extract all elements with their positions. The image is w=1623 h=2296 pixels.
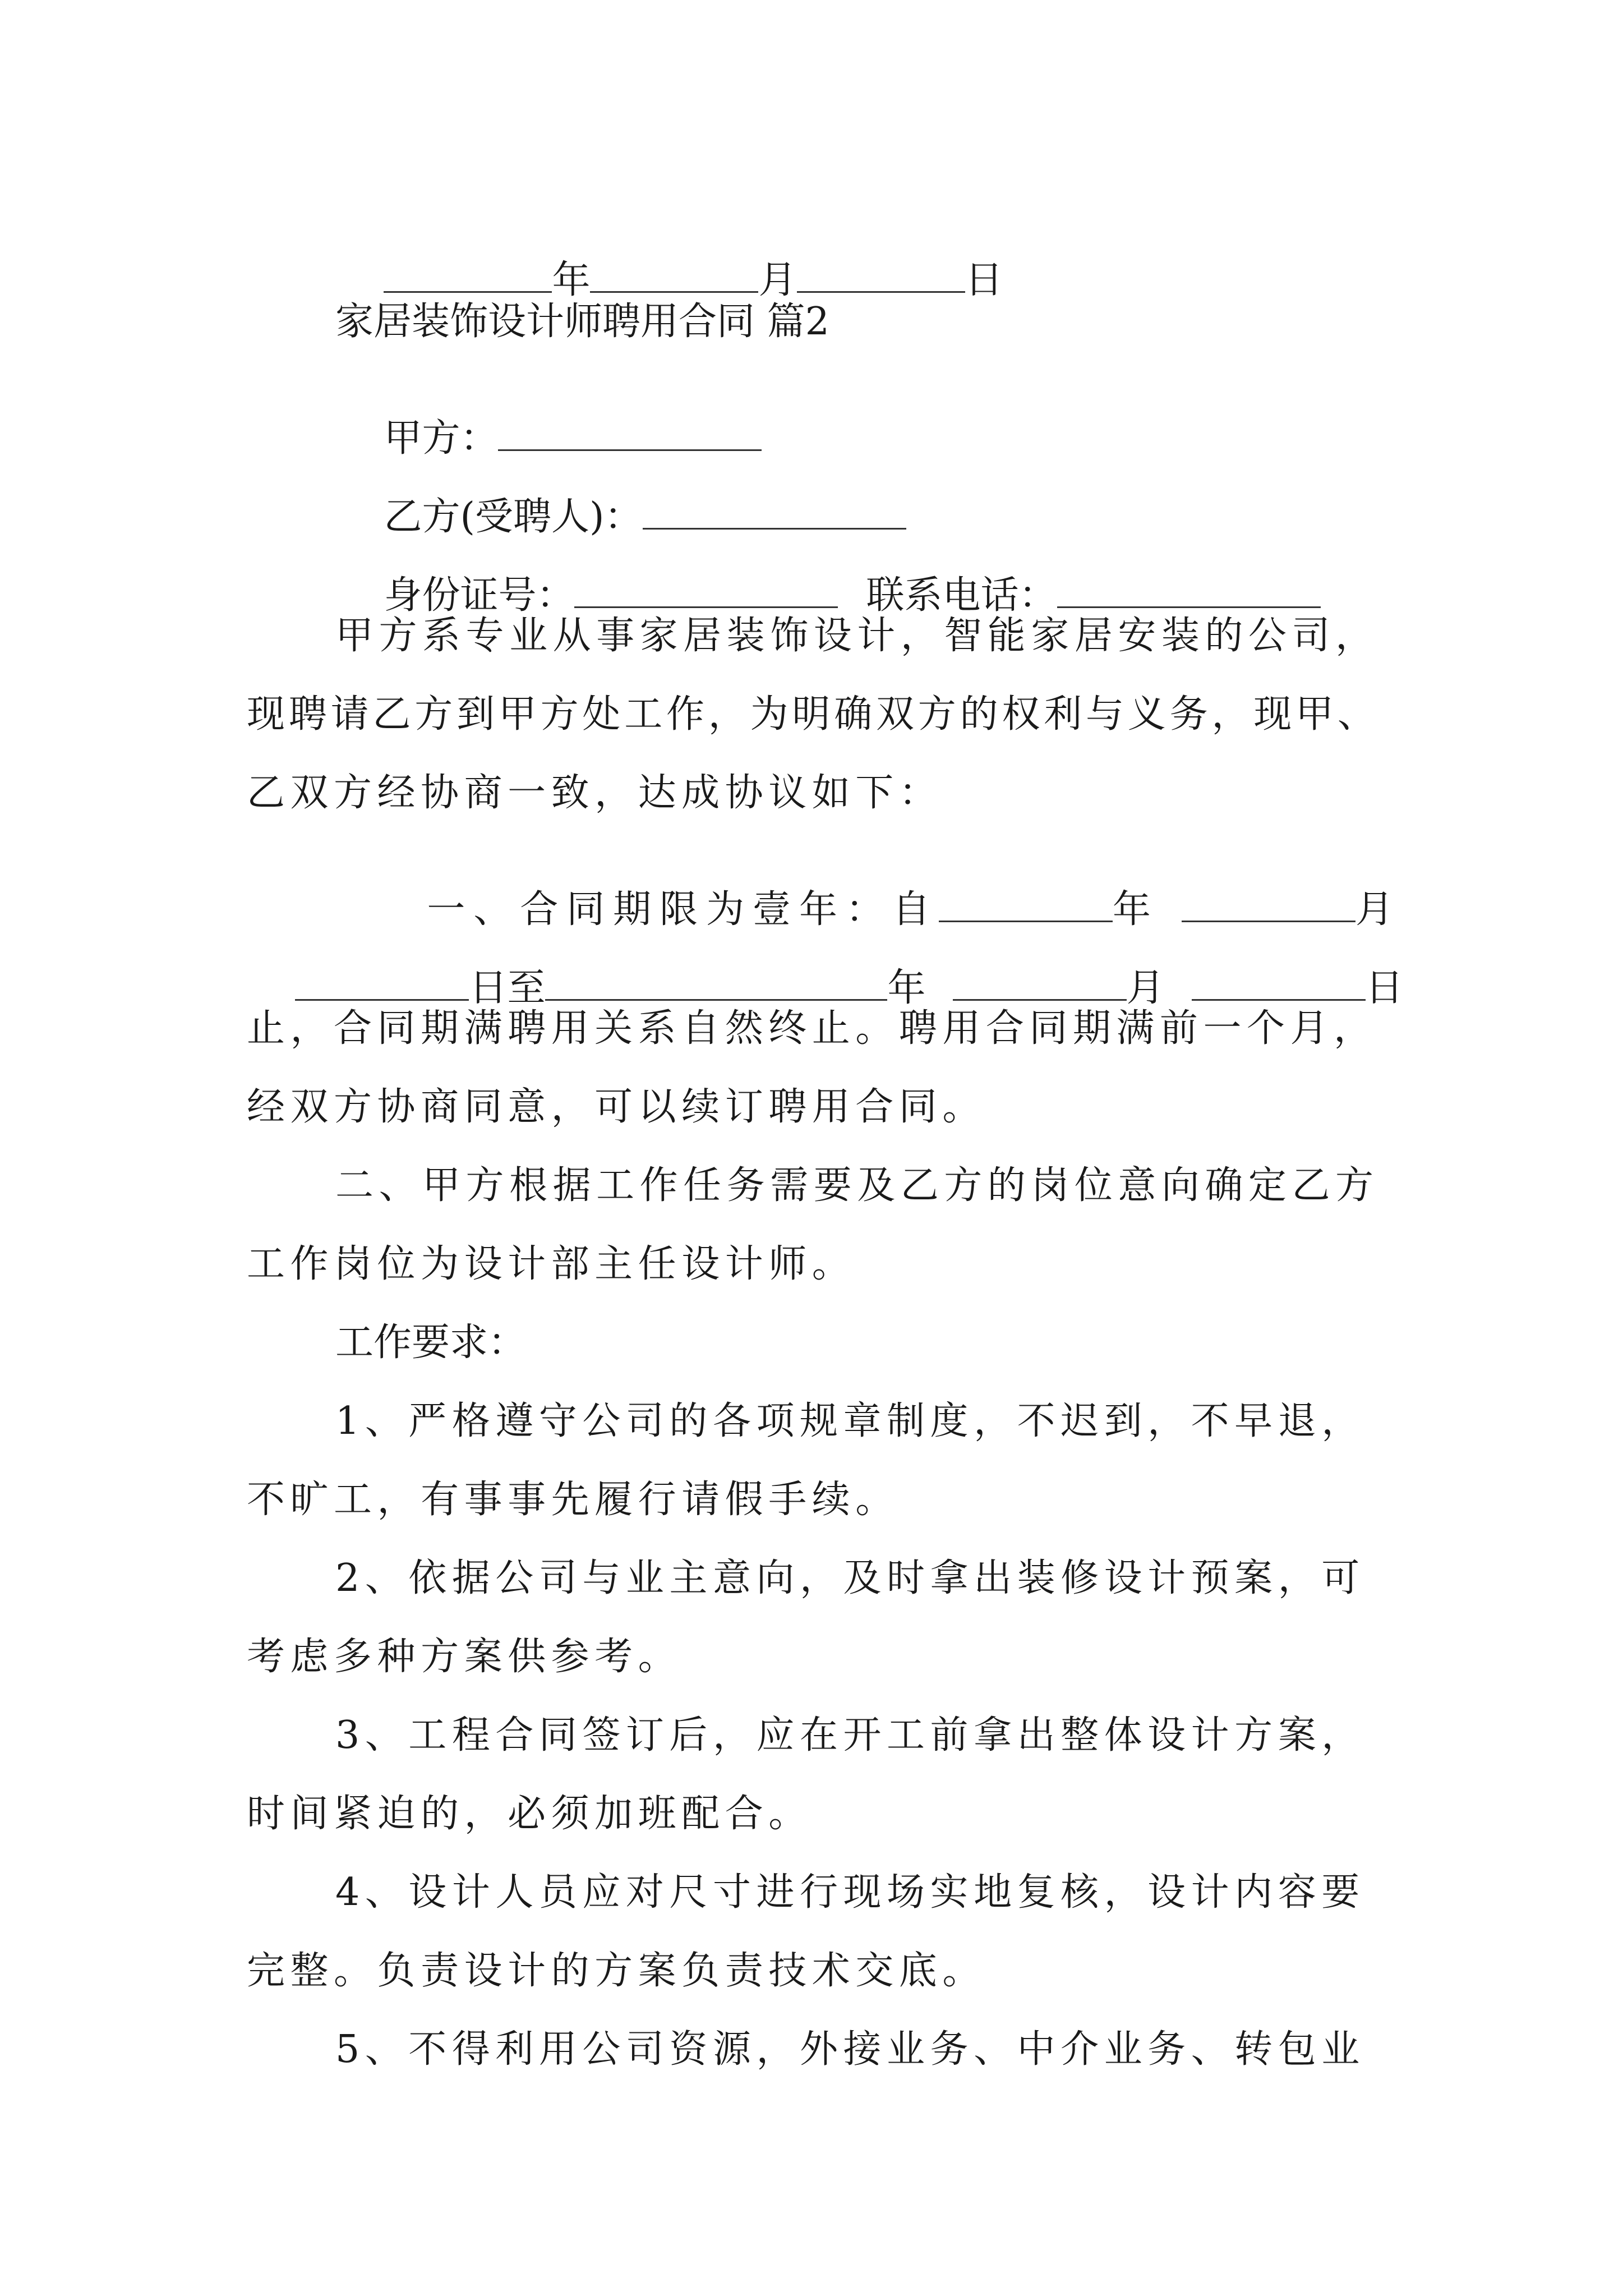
clause-1-end-month-label: 月 — [1126, 966, 1165, 1010]
day-label: 日 — [965, 258, 1003, 302]
requirement-4-line-2: 完整。负责设计的方案负责技术交底。 — [247, 1949, 986, 1993]
intro-line-2: 现聘请乙方到甲方处工作，为明确双方的权利与义务，现甲、 — [247, 692, 1380, 737]
requirement-2-line-2: 考虑多种方案供参考。 — [247, 1635, 682, 1679]
party-a-label: 甲方： — [384, 416, 499, 461]
clause-1-month-label: 月 — [1355, 887, 1402, 932]
requirements-title: 工作要求： — [335, 1320, 527, 1365]
intro-line-1: 甲方系专业从事家居装饰设计，智能家居安装的公司， — [335, 614, 1379, 658]
clause-1-year-label: 年 — [1112, 887, 1159, 932]
blank-day — [797, 262, 965, 293]
intro-line-3: 乙双方经协商一致，达成协议如下： — [247, 771, 943, 815]
requirement-3-line-2: 时间紧迫的，必须加班配合。 — [247, 1792, 812, 1836]
party-b-label: 乙方(受聘人)： — [384, 495, 643, 539]
clause-2-line-1: 二、甲方根据工作任务需要及乙方的岗位意向确定乙方 — [335, 1163, 1379, 1208]
requirement-2-line-1: 2、依据公司与业主意向，及时拿出装修设计预案，可 — [335, 1556, 1365, 1600]
clause-1-blank-start-month — [1182, 891, 1355, 922]
requirement-1-line-2: 不旷工，有事事先履行请假手续。 — [247, 1478, 899, 1522]
clause-1-end-year-label: 年 — [887, 966, 926, 1010]
clause-1-day-to-label: 日至 — [469, 966, 546, 1010]
year-label: 年 — [552, 258, 591, 302]
clause-1-blank-end-month — [953, 970, 1127, 1001]
requirement-1-line-1: 1、严格遵守公司的各项规章制度，不迟到，不早退， — [335, 1399, 1365, 1443]
blank-month — [590, 262, 758, 293]
clause-1-blank-start-day — [295, 970, 469, 1001]
month-label: 月 — [758, 258, 797, 302]
phone-blank — [1057, 577, 1321, 608]
requirement-5-line-1: 5、不得利用公司资源，外接业务、中介业务、转包业 — [335, 2027, 1365, 2072]
clause-1-blank-end-day — [1192, 970, 1366, 1001]
party-a-blank — [498, 420, 762, 451]
clause-1-blank-start-year — [939, 891, 1113, 922]
clause-1-prefix: 一、合同期限为壹年：自 — [427, 887, 939, 932]
requirement-4-line-1: 4、设计人员应对尺寸进行现场实地复核，设计内容要 — [335, 1870, 1365, 1915]
clause-1-end-day-label: 日 — [1365, 966, 1404, 1010]
phone-label: 联系电话： — [866, 573, 1057, 618]
id-label: 身份证号： — [384, 573, 575, 618]
clause-1-line-3: 止，合同期满聘用关系自然终止。聘用合同期满前一个月， — [247, 1006, 1377, 1051]
clause-2-line-2: 工作岗位为设计部主任设计师。 — [247, 1242, 856, 1286]
id-blank — [574, 577, 838, 608]
clause-1-blank-end-year — [545, 970, 887, 1001]
clause-1-line-4: 经双方协商同意，可以续订聘用合同。 — [247, 1085, 986, 1129]
contract-title: 家居装饰设计师聘用合同 篇2 — [335, 300, 829, 344]
party-b-blank — [643, 499, 906, 530]
requirement-3-line-1: 3、工程合同签订后，应在开工前拿出整体设计方案， — [335, 1713, 1365, 1757]
blank-year — [384, 262, 552, 293]
